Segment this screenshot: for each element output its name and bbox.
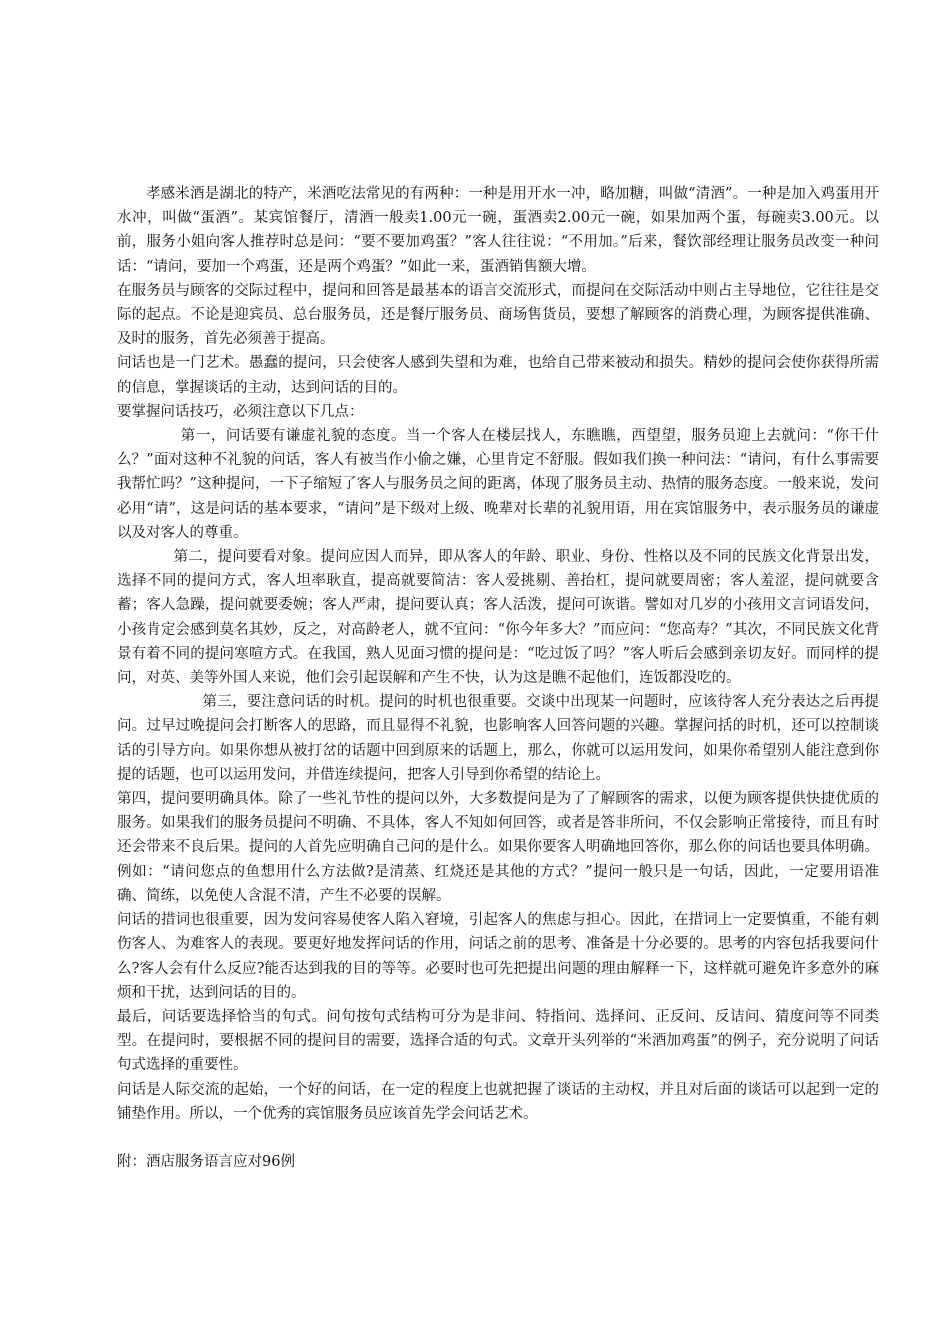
paragraph-point-2: 第二，提问要看对象。提问应因人而异，即从客人的年龄、职业、身份、性格以及不同的民族文化背景出发，选择不同的提问方式，客人坦率耿直，提高就要简洁：客人爱挑剔、善抬杠，提问就要周密；客人羞涩，提问就要含蓄；客人急躁，提问就要委婉；客人严肃，提问要认真；客人活泼，提问可诙谐。譬如对几岁的小孩用文言词语发问，小孩肯定会感到莫名其妙，反之，对高龄老人，就不宜问：“你今年多大？”而应问：“您高寿？”其次，不同民族文化背景有着不同的提问寒喧方式。在我国，熟人见面习惯的提问是：“吃过饭了吗？”客人听后会感到亲切友好。而同样的提问，对英、美等外国人来说，他们会引起误解和产生不快，认为这是瞧不起他们，连饭都没吃的。 [117,549,879,687]
paragraph-conclusion: 问话是人际交流的起始，一个好的问话，在一定的程度上也就把握了谈话的主动权，并且对后面的谈话可以起到一定的铺垫作用。所以，一个优秀的宾馆服务员应该首先学会问话艺术。 [117,1081,879,1122]
paragraph-questioning-art: 问话也是一门艺术。愚蠢的提问，只会使客人感到失望和为难，也给自己带来被动和损失。精妙的提问会使你获得所需的信息，掌握谈话的主动，达到问话的目的。 [117,355,879,396]
document-body [117,182,879,1174]
paragraph-points-intro: 要掌握问话技巧，必须注意以下几点： [117,403,364,420]
paragraph-point-4: 第四，提问要明确具体。除了一些礼节性的提问以外，大多数提问是为了了解顾客的需求，以便为顾客提供快捷优质的服务。如果我们的服务员提问不明确、不具体，客人不知如何回答，或者是答非所问，不仅会影响正常接待，而且有时还会带来不良后果。提问的人首先应明确自己问的是什么。如果你要客人明确地回答你，那么你的问话也要具体明确。例如：“请问您点的鱼想用什么方法做?是清蒸、红烧还是其他的方式？”提问一般只是一句话，因此，一定要用语准确、简练，以免使人含混不清，产生不必要的误解。 [117,791,879,904]
paragraph-sentence-form: 最后，问话要选择恰当的句式。问句按句式结构可分为是非问、特指问、选择问、正反问、反诘问、猜度问等不同类型。在提问时，要根据不同的提问目的需要，选择合适的句式。文章开头列举的“米酒加鸡蛋”的例子，充分说明了问话句式选择的重要性。 [117,1008,879,1074]
paragraph-point-1: 第一，问话要有谦虚礼貌的态度。当一个客人在楼层找人，东瞧瞧，西望望，服务员迎上去就问：“你干什么？”面对这种不礼貌的问话，客人有被当作小偷之嫌，心里肯定不舒服。假如我们换一种问法：“请问，有什么事需要我帮忙吗？”这种提问，一下子缩短了客人与服务员之间的距离，体现了服务员主动、热情的服务态度。一般来说，发问必用“请”，这是问话的基本要求，“请问”是下级对上级、晚辈对长辈的礼貌用语，用在宾馆服务中，表示服务员的谦虚以及对客人的尊重。 [117,428,879,541]
spacer [117,1126,879,1150]
paragraph-questioning-role: 在服务员与顾客的交际过程中，提问和回答是最基本的语言交流形式，而提问在交际活动中则占主导地位，它往往是交际的起点。不论是迎宾员、总台服务员，还是餐厅服务员、商场售货员，要想了解顾客的消费心理，为顾客提供准确、及时的服务，首先必须善于提高。 [117,282,879,348]
paragraph-intro-story: 孝感米酒是湖北的特产，米酒吃法常见的有两种：一种是用开水一冲，略加糖，叫做“清酒”。一种是加入鸡蛋用开水冲，叫做“蛋酒”。某宾馆餐厅，清酒一般卖1.00元一碗，蛋酒卖2.00元一碗，如果加两个蛋，每碗卖3.00元。以前，服务小姐向客人推荐时总是问：“要不要加鸡蛋？”客人往往说：“不用加。”后来，餐饮部经理让服务员改变一种问话：“请问，要加一个鸡蛋，还是两个鸡蛋？”如此一来，蛋酒销售额大增。 [117,186,879,275]
paragraph-point-3: 第三，要注意问话的时机。提问的时机也很重要。交谈中出现某一问题时，应该待客人充分表达之后再提问。过早过晚提问会打断客人的思路，而且显得不礼貌，也影响客人回答问题的兴趣。掌握问括的时机，还可以控制谈话的引导方向。如果你想从被打岔的话题中回到原来的话题上，那么，你就可以运用发问，如果你希望别人能注意到你提的话题，也可以运用发问，并借连续提问，把客人引导到你希望的结论上。 [117,694,879,783]
paragraph-wording: 问话的措词也很重要，因为发问容易使客人陷入窘境，引起客人的焦虑与担心。因此，在措词上一定要慎重，不能有刺伤客人、为难客人的表现。要更好地发挥问话的作用，问话之前的思考、准备是十分必要的。思考的内容包括我要问什么?客人会有什么反应?能否达到我的目的等等。必要时也可先把提出问题的理由解释一下，这样就可避免许多意外的麻烦和干扰，达到问话的目的。 [117,912,879,1001]
appendix-note: 附：酒店服务语言应对96例 [117,1153,295,1170]
